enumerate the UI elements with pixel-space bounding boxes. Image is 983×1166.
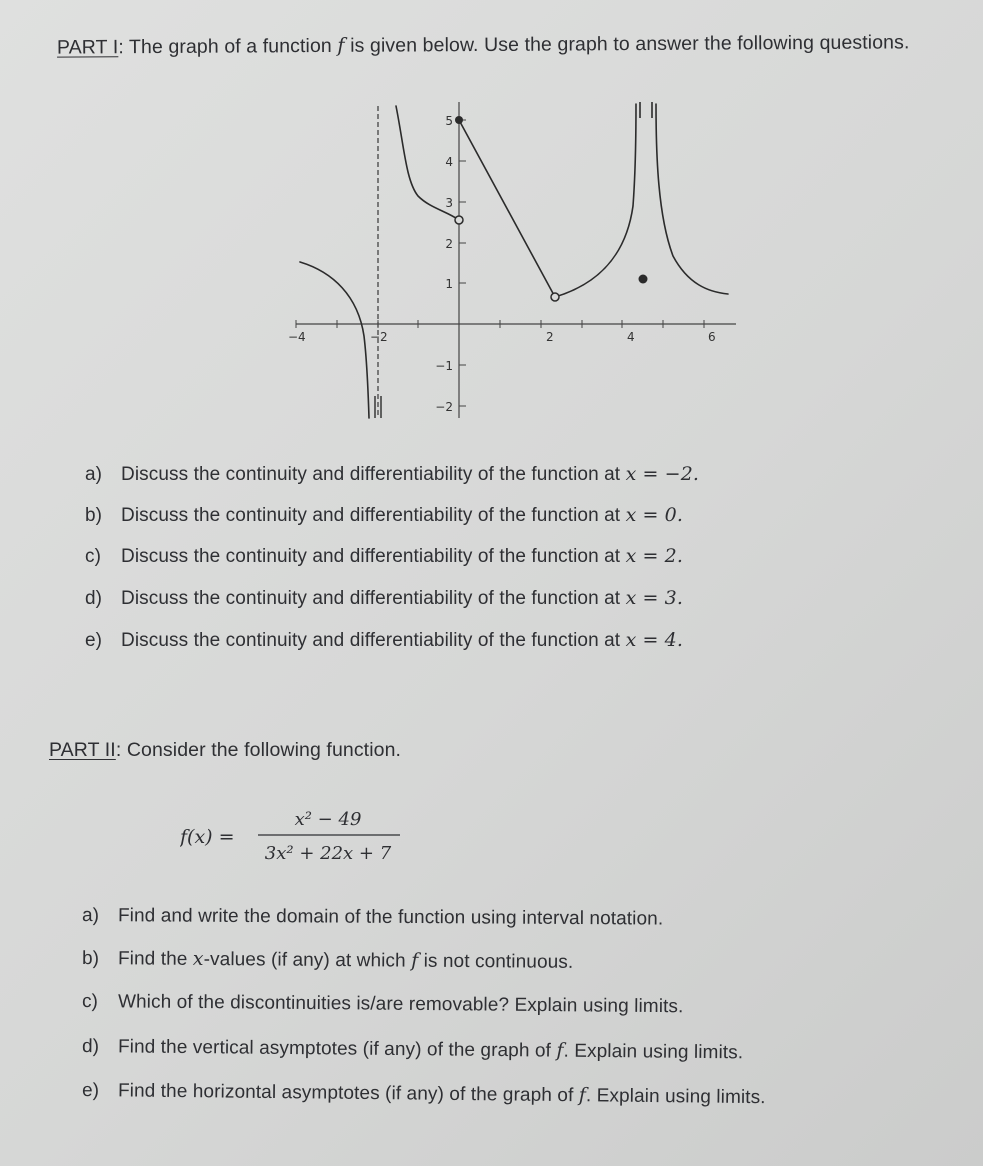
part1-question xyxy=(85,545,683,568)
y-tick-marks xyxy=(459,120,466,406)
part1-heading xyxy=(57,30,910,59)
question-text: Find and write the domain of the function using interval notation. xyxy=(117,905,664,930)
question-letter: b) xyxy=(85,505,103,526)
part1-label: PART I xyxy=(56,36,119,59)
part2-label: PART II xyxy=(49,739,116,761)
part1-question xyxy=(85,463,699,486)
function-formula xyxy=(180,803,420,873)
part2-question xyxy=(82,991,684,1018)
question-text: Discuss the continuity and differentiability of the function at xyxy=(121,630,626,651)
x-tick-label: −2 xyxy=(370,330,388,344)
curve-right-falling xyxy=(656,104,728,294)
formula-numerator: x² − 49 xyxy=(294,809,362,830)
part1-question xyxy=(85,504,683,527)
line-segment xyxy=(459,120,555,297)
open-point xyxy=(455,216,463,224)
part2-heading-text: : Consider the following function. xyxy=(115,739,402,761)
y-tick-label: −1 xyxy=(435,359,453,373)
part2-heading xyxy=(49,739,401,762)
y-tick-label: 5 xyxy=(445,114,453,128)
curve-right-rising xyxy=(555,104,636,297)
part2-question xyxy=(82,1079,766,1109)
part2-question xyxy=(82,1035,743,1064)
question-condition: x = 3. xyxy=(625,587,684,609)
formula-denominator: 3x² + 22x + 7 xyxy=(264,843,392,864)
question-text: Find the horizontal asymptotes (if any) of the graph of xyxy=(117,1080,579,1107)
question-letter: a) xyxy=(81,905,100,927)
closed-point xyxy=(455,116,463,124)
question-condition: x = 0. xyxy=(625,504,684,526)
question-letter: c) xyxy=(85,546,102,567)
question-math-var: f xyxy=(556,1039,564,1062)
closed-point xyxy=(639,275,648,284)
question-condition: x = 4. xyxy=(625,629,684,651)
x-tick-label: 6 xyxy=(708,330,716,344)
question-text: Discuss the continuity and differentiability of the function at xyxy=(121,505,626,526)
question-text: Find the vertical asymptotes (if any) of the graph of xyxy=(117,1036,557,1062)
question-letter: e) xyxy=(81,1080,100,1102)
question-letter: c) xyxy=(81,991,99,1013)
y-tick-label: 4 xyxy=(445,155,453,169)
open-point xyxy=(551,293,559,301)
part2-question xyxy=(82,947,573,974)
question-text: Discuss the continuity and differentiability of the function at xyxy=(121,546,626,567)
question-text: . Explain using limits. xyxy=(563,1040,744,1064)
question-text: is not continuous. xyxy=(418,950,574,973)
question-letter: d) xyxy=(85,588,103,609)
question-letter: a) xyxy=(85,464,103,485)
y-tick-label: 3 xyxy=(445,196,453,210)
question-text: -values (if any) at which xyxy=(203,948,412,972)
question-text: . Explain using limits. xyxy=(585,1085,766,1109)
part1-heading-text: : The graph of a function xyxy=(118,34,338,59)
function-graph xyxy=(278,96,748,426)
question-math-var: x xyxy=(192,947,204,970)
question-letter: b) xyxy=(81,948,100,970)
x-tick-label: −4 xyxy=(288,330,306,344)
question-condition: x = 2. xyxy=(625,545,684,567)
question-text: Find the xyxy=(117,948,193,970)
y-tick-label: 1 xyxy=(445,277,453,291)
curve-left-branch xyxy=(300,262,369,418)
formula-lhs: f(x) = xyxy=(180,826,235,848)
question-text: Discuss the continuity and differentiability of the function at xyxy=(121,588,626,609)
question-math-var: f xyxy=(411,949,419,972)
question-text: Discuss the continuity and differentiability of the function at xyxy=(121,464,626,485)
y-tick-label: 2 xyxy=(445,237,453,251)
question-math-var: f xyxy=(578,1084,587,1107)
part1-question xyxy=(85,587,683,610)
part1-heading-var: f xyxy=(337,33,345,57)
question-condition: x = −2. xyxy=(625,463,700,485)
question-letter: d) xyxy=(81,1036,100,1058)
x-tick-label: 2 xyxy=(546,330,554,344)
y-tick-label: −2 xyxy=(435,400,453,414)
x-tick-label: 4 xyxy=(627,330,635,344)
part1-heading-end: is given below. Use the graph to answer the following questions. xyxy=(344,31,910,57)
part2-question xyxy=(82,905,663,931)
question-letter: e) xyxy=(85,630,103,651)
question-text: Which of the discontinuities is/are removable? Explain using limits. xyxy=(117,991,684,1018)
part1-question xyxy=(85,629,683,652)
